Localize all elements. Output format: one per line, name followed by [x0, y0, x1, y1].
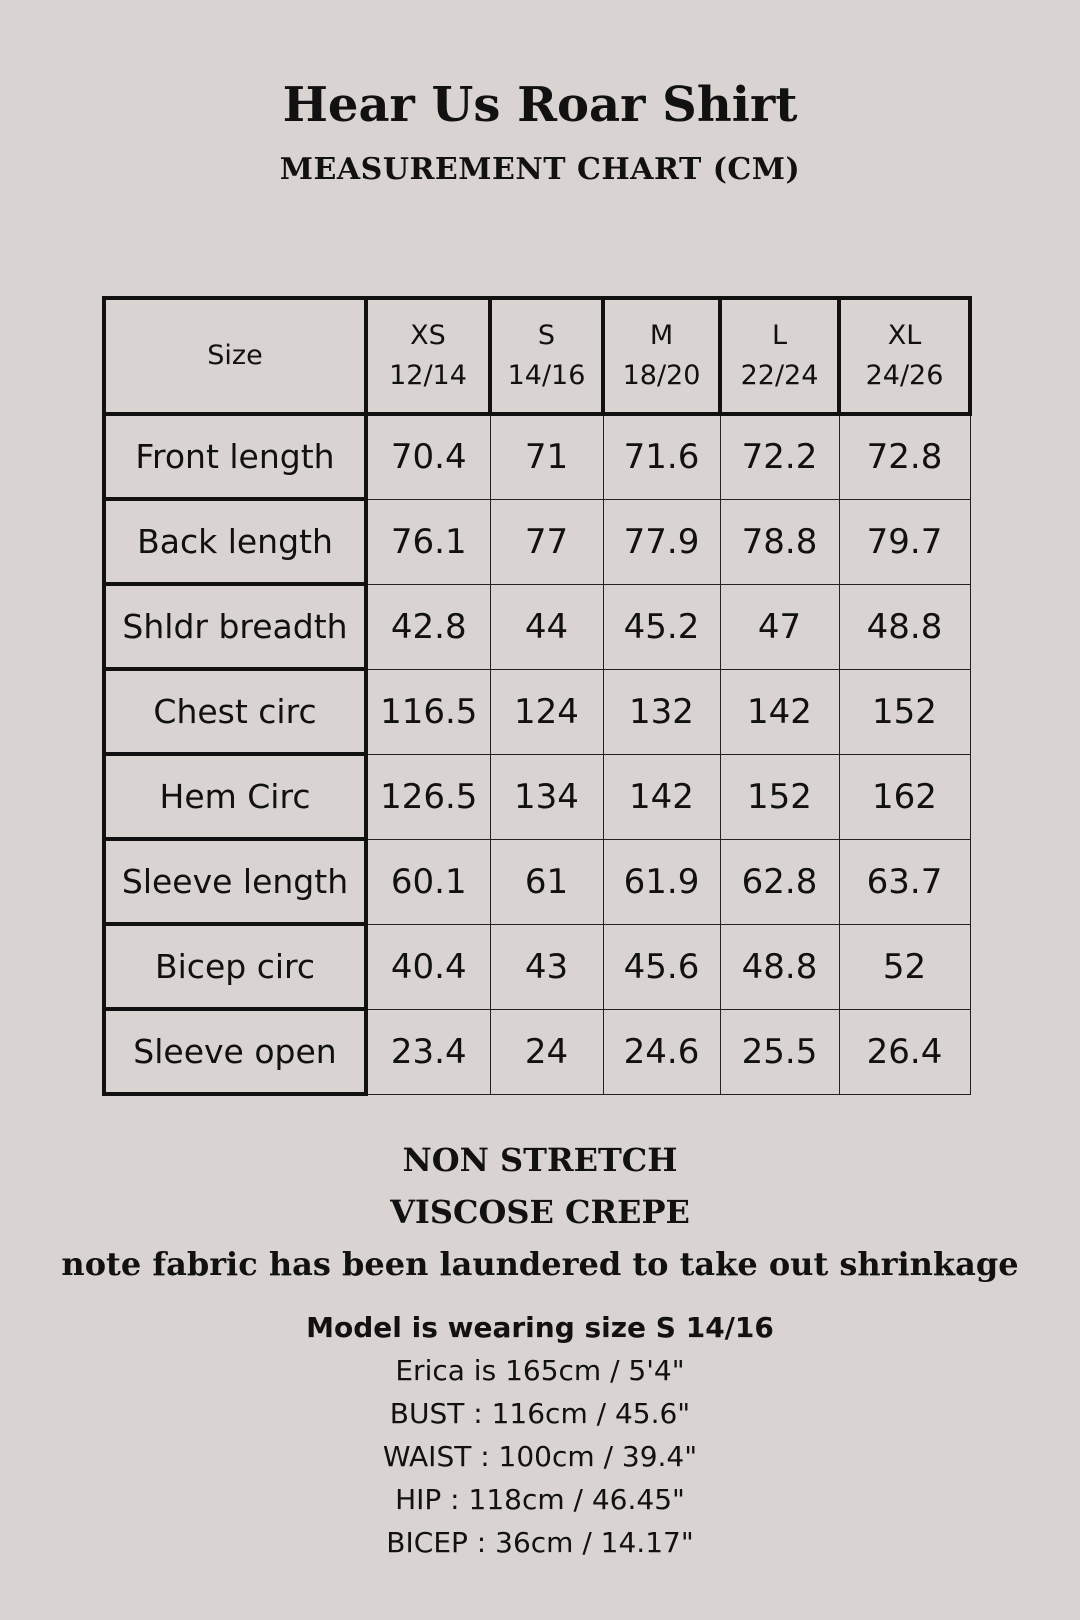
- measurement-value: 40.4: [366, 924, 490, 1009]
- size-range: 12/14: [389, 360, 467, 391]
- measurement-value: 78.8: [720, 499, 839, 584]
- measurement-value: 48.8: [720, 924, 839, 1009]
- measurement-value: 23.4: [366, 1009, 490, 1094]
- size-header-label: Size: [104, 298, 366, 414]
- size-range: 18/20: [622, 360, 701, 391]
- measurement-label: Sleeve open: [104, 1009, 366, 1094]
- size-range: 24/26: [865, 360, 944, 391]
- page-title: Hear Us Roar Shirt: [282, 77, 798, 133]
- measurement-value: 70.4: [366, 414, 490, 499]
- size-letter: L: [771, 320, 788, 351]
- model-bust: BUST : 116cm / 45.6": [389, 1397, 691, 1430]
- size-letter: S: [537, 320, 556, 351]
- table-body: [104, 414, 970, 1094]
- measurement-value: 25.5: [720, 1009, 839, 1094]
- model-waist: WAIST : 100cm / 39.4": [382, 1440, 698, 1473]
- size-column-header: [720, 298, 839, 414]
- size-range: 14/16: [507, 360, 586, 391]
- size-letter: XS: [410, 320, 446, 351]
- measurement-value: 44: [490, 584, 603, 669]
- model-size-heading: Model is wearing size S 14/16: [306, 1311, 774, 1344]
- table-header-row: [104, 298, 970, 414]
- measurement-value: 24.6: [603, 1009, 720, 1094]
- measurement-value: 71.6: [603, 414, 720, 499]
- measurement-label: Front length: [104, 414, 366, 499]
- measurement-value: 43: [490, 924, 603, 1009]
- measurement-value: 72.8: [839, 414, 970, 499]
- measurement-value: 76.1: [366, 499, 490, 584]
- measurement-value: 52: [839, 924, 970, 1009]
- measurement-value: 60.1: [366, 839, 490, 924]
- measurement-table: [102, 296, 972, 1096]
- table-row: [104, 499, 970, 584]
- measurement-label: Chest circ: [104, 669, 366, 754]
- table-row: [104, 924, 970, 1009]
- measurement-label: Hem Circ: [104, 754, 366, 839]
- measurement-value: 116.5: [366, 669, 490, 754]
- measurement-value: 134: [490, 754, 603, 839]
- measurement-label: Shldr breadth: [104, 584, 366, 669]
- measurement-value: 45.6: [603, 924, 720, 1009]
- measurement-value: 142: [603, 754, 720, 839]
- measurement-value: 126.5: [366, 754, 490, 839]
- stretch-note: NON STRETCH: [402, 1141, 678, 1179]
- size-letter: M: [649, 320, 674, 351]
- measurement-label: Sleeve length: [104, 839, 366, 924]
- measurement-value: 142: [720, 669, 839, 754]
- size-column-header: [366, 298, 490, 414]
- measurement-value: 63.7: [839, 839, 970, 924]
- measurement-label: Back length: [104, 499, 366, 584]
- measurement-value: 45.2: [603, 584, 720, 669]
- measurement-value: 24: [490, 1009, 603, 1094]
- measurement-value: 132: [603, 669, 720, 754]
- laundered-note: note fabric has been laundered to take out shrinkage: [61, 1245, 1019, 1283]
- measurement-value: 48.8: [839, 584, 970, 669]
- size-range: 22/24: [740, 360, 819, 391]
- measurement-value: 77.9: [603, 499, 720, 584]
- table-row: [104, 754, 970, 839]
- size-column-header: [490, 298, 603, 414]
- measurement-label: Bicep circ: [104, 924, 366, 1009]
- page-subtitle: MEASUREMENT CHART (CM): [279, 152, 801, 187]
- model-bicep: BICEP : 36cm / 14.17": [386, 1526, 694, 1559]
- size-column-header: [839, 298, 970, 414]
- table-row: [104, 414, 970, 499]
- size-column-header: [603, 298, 720, 414]
- measurement-value: 72.2: [720, 414, 839, 499]
- measurement-value: 62.8: [720, 839, 839, 924]
- table-row: [104, 584, 970, 669]
- measurement-value: 61: [490, 839, 603, 924]
- model-hip: HIP : 118cm / 46.45": [395, 1483, 685, 1516]
- measurement-value: 124: [490, 669, 603, 754]
- measurement-value: 152: [720, 754, 839, 839]
- table-row: [104, 1009, 970, 1094]
- table-row: [104, 669, 970, 754]
- measurement-value: 71: [490, 414, 603, 499]
- fabric-notes: [0, 1134, 1080, 1290]
- measurement-value: 162: [839, 754, 970, 839]
- model-info: [0, 1306, 1080, 1564]
- measurement-value: 152: [839, 669, 970, 754]
- measurement-value: 26.4: [839, 1009, 970, 1094]
- table-row: [104, 839, 970, 924]
- model-height: Erica is 165cm / 5'4": [395, 1354, 685, 1387]
- measurement-value: 77: [490, 499, 603, 584]
- material-note: VISCOSE CREPE: [390, 1193, 690, 1231]
- measurement-value: 61.9: [603, 839, 720, 924]
- measurement-value: 42.8: [366, 584, 490, 669]
- measurement-value: 47: [720, 584, 839, 669]
- size-letter: XL: [887, 320, 922, 351]
- measurement-value: 79.7: [839, 499, 970, 584]
